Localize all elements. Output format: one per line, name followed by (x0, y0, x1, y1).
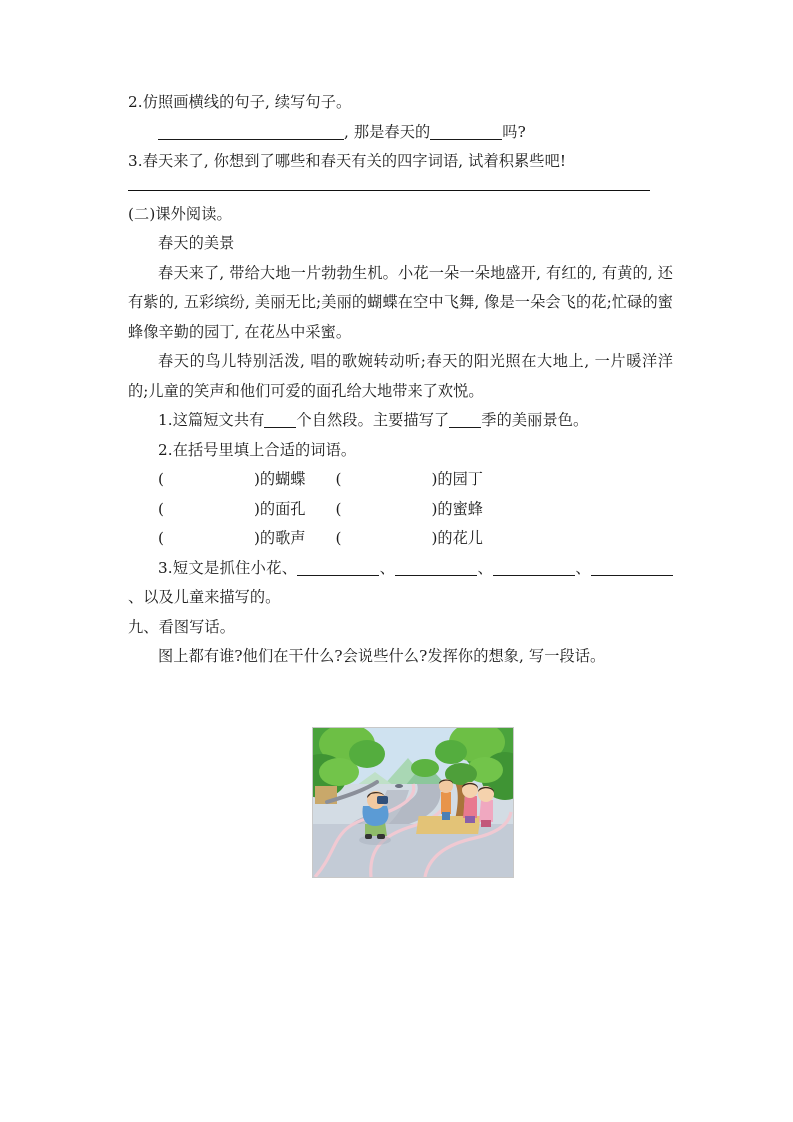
reading-q1-text-a: 1.这篇短文共有 (158, 411, 265, 429)
reading-q1-blank-paragraph-count[interactable] (264, 412, 296, 428)
paren-label-2-left: )的面孔 (254, 499, 306, 518)
reading-q2-prompt: 2.在括号里填上合适的词语。 (158, 440, 357, 459)
reading-q1-text-b: 个自然段。主要描写了 (296, 411, 450, 429)
paren-open-2: ( (335, 470, 342, 488)
paren-row (128, 495, 673, 525)
section-seven-q3-writing-rule[interactable] (128, 190, 650, 191)
paren-label-1-left: )的蝴蝶 (254, 470, 306, 488)
paren-row (128, 465, 673, 495)
section-nine-heading: 九、看图写话。 (128, 617, 236, 636)
reading-q3-text-a: 3.短文是抓住小花、 (158, 558, 298, 577)
child-seeker-shoe-right (377, 834, 385, 839)
paren-blank-group[interactable] (336, 465, 432, 495)
reading-q3-blank-3[interactable] (493, 560, 575, 576)
q2-tail-text: 吗? (502, 122, 526, 141)
reading-q3-sep-3: 、 (575, 558, 591, 577)
paren-row (128, 524, 673, 554)
worksheet-content (128, 88, 673, 672)
paren-blank-group[interactable] (158, 495, 254, 525)
child-hiding-2-legs (465, 816, 475, 823)
child-hiding-1-body (441, 792, 451, 814)
reading-q3-blank-2[interactable] (395, 560, 477, 576)
paren-blank-group[interactable] (336, 524, 432, 554)
illustration-svg (313, 728, 513, 877)
passage-title: 春天的美景 (158, 234, 235, 252)
paren-open-6: ( (335, 529, 342, 547)
reading-q3-text-b: 以及儿童来描写的。 (143, 588, 281, 606)
tree-foliage-right-mid (435, 740, 467, 764)
answer-blank-medium[interactable] (430, 124, 502, 140)
road-marker (395, 784, 403, 788)
q2-middle-text: , 那是春天的 (344, 122, 431, 141)
picture-writing-illustration (312, 727, 514, 878)
paren-open-3: ( (158, 499, 164, 518)
child-seeker-hands-over-eyes (377, 796, 388, 804)
section-seven-q2-answer-line (128, 118, 673, 148)
paren-open-1: ( (158, 470, 164, 488)
section-two-heading: (二)课外阅读。 (128, 204, 232, 223)
child-seeker-shoe-left (365, 834, 372, 839)
paren-blank-group[interactable] (336, 495, 432, 525)
paren-label-3-left: )的歌声 (254, 529, 306, 547)
section-seven-q3-prompt: 3.春天来了, 你想到了哪些和春天有关的四字词语, 试着积累些吧! (128, 152, 567, 170)
paren-label-1-right: )的园丁 (431, 470, 483, 488)
tree-foliage-left-mid (349, 740, 385, 768)
reading-q3-sep-2: 、 (477, 558, 494, 577)
child-hiding-1-legs (442, 812, 450, 820)
reading-q3-sep-1: 、 (379, 558, 396, 577)
child-hiding-1 (439, 779, 453, 820)
reading-q3-sep-4: 、 (128, 588, 144, 606)
paren-label-3-right: )的花儿 (431, 529, 483, 547)
section-seven-q2-prompt: 2.仿照画横线的句子, 续写句子。 (128, 93, 352, 111)
child-seeker-shadow (359, 835, 391, 845)
child-hiding-3-legs (481, 820, 491, 827)
answer-blank-long[interactable] (158, 124, 344, 140)
paren-blank-group[interactable] (158, 524, 254, 554)
reading-q1-blank-season[interactable] (449, 412, 481, 428)
passage-paragraph-1: 春天来了, 带给大地一片勃勃生机。小花一朵一朵地盛开, 有红的, 有黄的, 还有紫的, 五彩缤纷, 美丽无比;美丽的蝴蝶在空中飞舞, 像是一朵会飞的花;忙碌的蜜蜂像辛勤的园丁, 在花丛中采蜜。 (128, 263, 673, 341)
paren-blank-group[interactable] (158, 465, 254, 495)
reading-q1-text-c: 季的美丽景色。 (481, 411, 589, 429)
paren-open-4: ( (335, 499, 342, 518)
paren-open-5: ( (158, 529, 164, 547)
reading-q3-blank-1[interactable] (297, 560, 379, 576)
paren-label-2-right: )的蜜蜂 (431, 499, 483, 518)
reading-q3-blank-4[interactable] (591, 560, 673, 576)
child-hiding-2-body (463, 796, 477, 818)
passage-paragraph-2: 春天的鸟儿特别活泼, 唱的歌婉转动听;春天的阳光照在大地上, 一片暖洋洋的;儿童的笑声和他们可爱的面孔给大地带来了欢悦。 (128, 352, 673, 400)
child-hiding-3-body (479, 800, 493, 822)
reading-q1 (128, 406, 673, 436)
section-nine-prompt: 图上都有谁?他们在干什么?会说些什么?发挥你的想象, 写一段话。 (158, 647, 606, 665)
shrub-center (411, 759, 439, 777)
reading-q3 (128, 554, 673, 613)
